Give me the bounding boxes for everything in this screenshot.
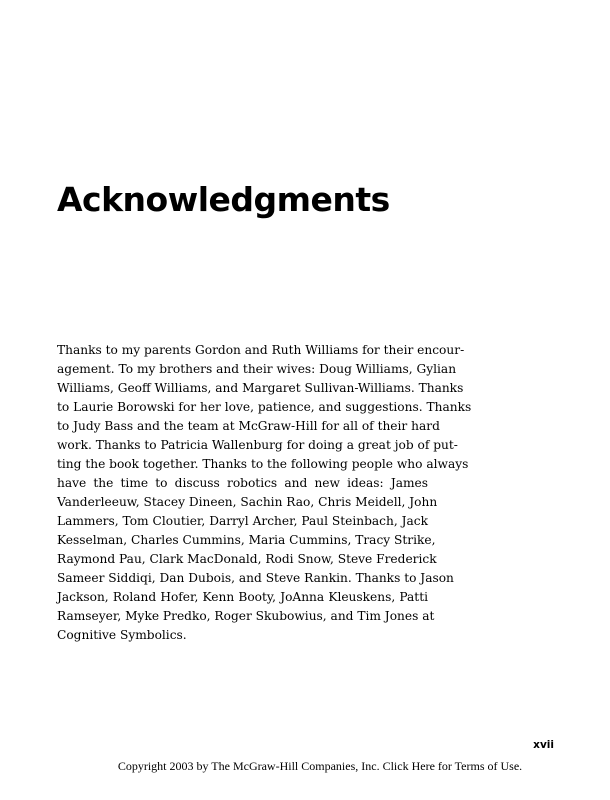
paragraph-line: Ramseyer, Myke Predko, Roger Skubowius, and Tim Jones at bbox=[57, 609, 435, 623]
paragraph-line: Thanks to my parents Gordon and Ruth Williams for their encour- bbox=[57, 343, 465, 357]
paragraph-line: Cognitive Symbolics. bbox=[57, 628, 187, 642]
paragraph-line: ting the book together. Thanks to the following people who always bbox=[57, 457, 469, 471]
paragraph-line: work. Thanks to Patricia Wallenburg for doing a great job of put- bbox=[57, 438, 458, 452]
page-title: Acknowledgments bbox=[57, 180, 390, 219]
acknowledgments-paragraph bbox=[57, 341, 472, 645]
paragraph-line: have the time to discuss robotics and new ideas: James bbox=[57, 476, 428, 490]
paragraph-line: Sameer Siddiqi, Dan Dubois, and Steve Rankin. Thanks to Jason bbox=[57, 571, 454, 585]
paragraph-line: Vanderleeuw, Stacey Dineen, Sachin Rao, Chris Meidell, John bbox=[57, 495, 438, 509]
paragraph-line: agement. To my brothers and their wives: Doug Williams, Gylian bbox=[57, 362, 457, 376]
paragraph-line: to Judy Bass and the team at McGraw-Hill for all of their hard bbox=[57, 419, 440, 433]
paragraph-line: Lammers, Tom Cloutier, Darryl Archer, Paul Steinbach, Jack bbox=[57, 514, 428, 528]
paragraph-line: Raymond Pau, Clark MacDonald, Rodi Snow, Steve Frederick bbox=[57, 552, 437, 566]
copyright-footer-link[interactable]: Copyright 2003 by The McGraw-Hill Companies, Inc. Click Here for Terms of Use. bbox=[117, 759, 523, 773]
page-number: xvii bbox=[533, 739, 554, 751]
paragraph-line: Jackson, Roland Hofer, Kenn Booty, JoAnna Kleuskens, Patti bbox=[57, 590, 428, 604]
paragraph-line: Kesselman, Charles Cummins, Maria Cummins, Tracy Strike, bbox=[57, 533, 436, 547]
paragraph-line: to Laurie Borowski for her love, patience, and suggestions. Thanks bbox=[57, 400, 472, 414]
paragraph-line: Williams, Geoff Williams, and Margaret Sullivan-Williams. Thanks bbox=[57, 381, 464, 395]
